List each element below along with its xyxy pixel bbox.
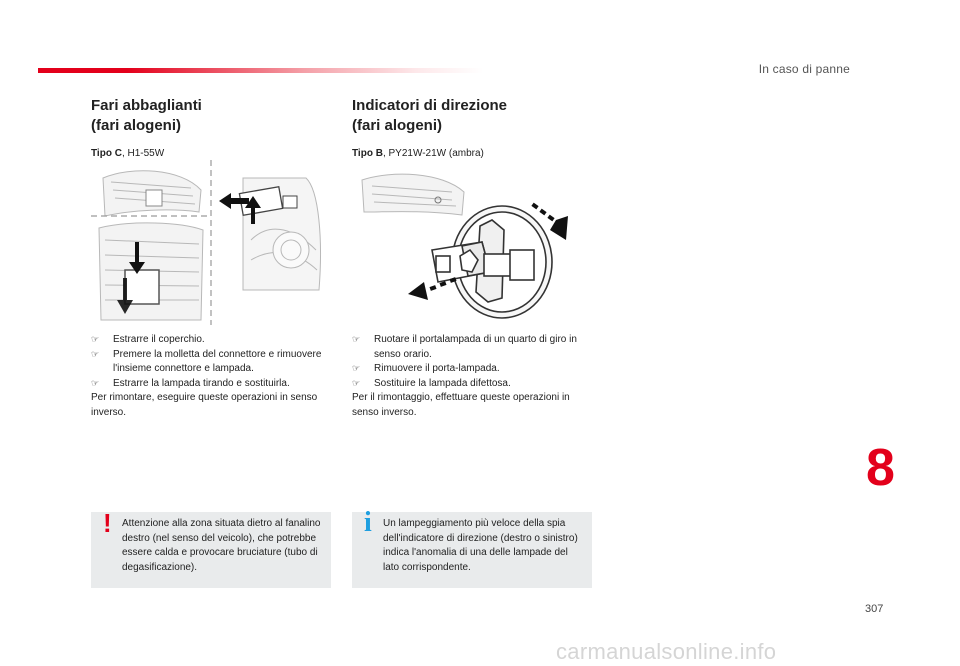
left-step [91,348,331,377]
left-heading-line1: Fari abbaglianti [91,97,202,114]
right-heading-line1: Indicatori di direzione [352,97,508,114]
left-step [91,333,331,348]
pointing-hand-icon: ☞ [352,335,361,345]
chapter-accent-bar [38,68,483,73]
left-section-header [91,96,331,159]
left-bulb-type [91,148,331,159]
right-bulb-type [352,148,597,159]
left-step-text: Estrarre la lampada tirando e sostituirla. [113,377,290,389]
left-heading [91,96,331,136]
right-instructions [352,333,597,420]
left-step [91,377,331,392]
chapter-title: In caso di panne [758,62,850,76]
right-step [352,333,597,362]
left-step-text: Estrarre il coperchio. [113,334,205,345]
right-type-label: Tipo B [352,148,383,159]
high-beam-bulb-illustration [91,160,336,325]
info-icon: i [364,507,372,538]
warning-note [91,508,331,588]
info-note-text: Un lampeggiamento più veloce della spia dell'indicatore di direzione (destro o sinistro) indica l'anomalia di una delle lampade del lato corrispondente. [383,518,578,573]
right-step-text: Ruotare il portalampada di un quarto di giro in senso orario. [374,334,577,360]
left-reassembly-text: Per rimontare, eseguire queste operazioni in senso inverso. [91,392,318,418]
page-number: 307 [865,603,884,615]
left-instructions [91,333,331,420]
pointing-hand-icon: ☞ [352,364,361,374]
warning-icon: ! [103,508,112,538]
left-type-label: Tipo C [91,148,122,159]
pointing-hand-icon: ☞ [352,378,361,389]
right-heading [352,96,597,136]
turn-signal-bulb-illustration [352,160,592,325]
pointing-hand-icon: ☞ [91,349,100,360]
right-type-value: , PY21W-21W (ambra) [382,148,484,159]
right-step [352,362,597,377]
left-type-value: , H1-55W [121,148,165,159]
pointing-hand-icon: ☞ [91,378,100,389]
left-step-text: Premere la molletta del connettore e rimuovere l'insieme connettore e lampada. [113,348,322,374]
right-heading-line2: (fari alogeni) [352,117,443,134]
right-step-text: Rimuovere il porta-lampada. [374,363,500,374]
right-reassembly-text: Per il rimontaggio, effettuare queste operazioni in senso inverso. [352,392,570,418]
left-heading-line2: (fari alogeni) [91,117,182,134]
right-section-header [352,96,597,159]
info-note [352,507,592,588]
right-step-text: Sostituire la lampada difettosa. [374,377,511,389]
chapter-number: 8 [866,439,895,497]
warning-note-text: Attenzione alla zona situata dietro al fanalino destro (nel senso del veicolo), che potrebbe essere calda e provocare bruciature (tubo di degasificazione). [122,518,321,573]
watermark-text: carmanualsonline.info [556,639,777,664]
pointing-hand-icon: ☞ [91,335,100,345]
right-step [352,377,597,392]
